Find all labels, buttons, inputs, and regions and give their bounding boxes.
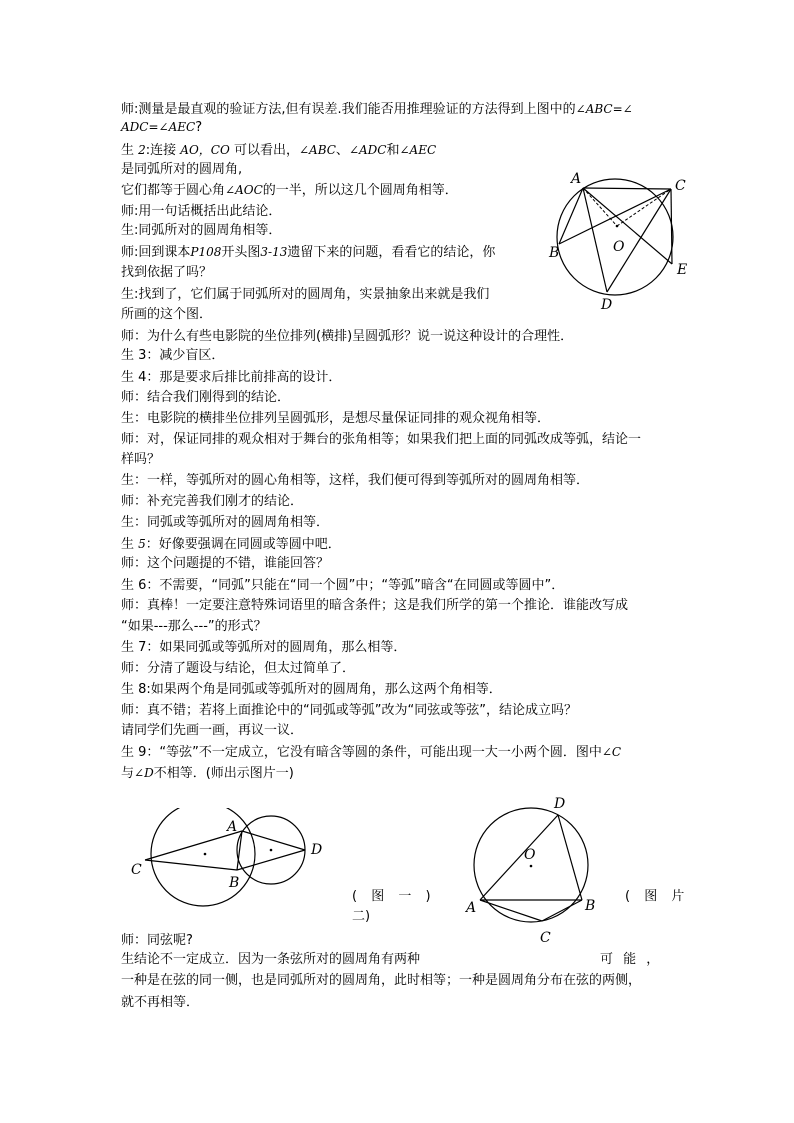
text-span: 师：结合我们刚得到的结论． bbox=[121, 390, 291, 405]
fig2-label-d: D bbox=[554, 796, 566, 812]
fig1-label-a: A bbox=[227, 819, 238, 835]
text-span: 生 8:如果两个角是同弧或等弧所对的圆周角，那么这两个角相等． bbox=[121, 682, 502, 697]
text-line-l5 bbox=[121, 181, 458, 200]
text-span: 就不再相等． bbox=[121, 995, 200, 1010]
text-line-l15 bbox=[121, 389, 290, 407]
text-span: “如果---那么---”的形式？ bbox=[121, 619, 267, 634]
fig-top-label-b: B bbox=[549, 245, 560, 261]
text-line-l3 bbox=[121, 141, 436, 160]
text-span: 生 3：减少盲区． bbox=[121, 348, 225, 363]
text-span: 生：一样，等弧所对的圆心角相等，这样，我们便可得到等弧所对的圆周角相等． bbox=[121, 473, 590, 488]
text-line-l18 bbox=[121, 451, 160, 469]
text-line-l34 bbox=[121, 932, 193, 950]
text-span: ∠ABC=∠ bbox=[575, 102, 633, 116]
text-line-l36 bbox=[121, 972, 641, 990]
text-line-l17 bbox=[121, 431, 641, 449]
fig1-label-c: C bbox=[131, 862, 142, 878]
text-span: 样吗？ bbox=[121, 452, 161, 467]
text-line-l32 bbox=[121, 743, 621, 762]
text-line-l4 bbox=[121, 161, 242, 179]
text-span: :连接 bbox=[145, 143, 181, 158]
text-span: 它们都等于圆心角 bbox=[121, 183, 226, 198]
text-line-l8 bbox=[121, 243, 495, 262]
text-span: 师：分清了题设与结论，但太过简单了． bbox=[121, 661, 356, 676]
text-line-l11 bbox=[121, 306, 212, 324]
text-span: 请同学们先画一画，再议一议． bbox=[121, 723, 304, 738]
text-line-l6 bbox=[121, 203, 281, 221]
fig2-label-o: O bbox=[524, 847, 536, 863]
text-line-l22 bbox=[121, 535, 341, 554]
text-span: 师：真不错；若将上面推论中的“同弧或等弧”改为“同弦或等弦”，结论成立吗？ bbox=[121, 703, 577, 718]
caption-figure-one: ( 图 一 ) bbox=[352, 889, 431, 904]
text-span: 师:测量是最直观的验证方法,但有误差.我们能否用推理验证的方法得到上图中的 bbox=[121, 102, 576, 117]
text-span: 不相等．(师出示图片一) bbox=[153, 766, 294, 781]
text-line-l25 bbox=[121, 597, 628, 615]
text-line-l9 bbox=[121, 264, 212, 282]
text-span: 师：为什么有些电影院的坐位排列(横排)呈圆弧形？说一说这种设计的合理性． bbox=[121, 329, 574, 344]
text-span: 2 bbox=[138, 143, 146, 157]
caption-figure-two-b: 二) bbox=[352, 909, 371, 924]
text-line-l13 bbox=[121, 347, 224, 365]
text-span: 生 bbox=[121, 143, 139, 158]
text-line-l7 bbox=[121, 222, 281, 240]
text-span: 一种是在弦的同一侧，也是同弧所对的圆周角，此时相等；一种是圆周角分布在弦的两侧， bbox=[121, 973, 642, 988]
fig-top-label-d: D bbox=[601, 297, 613, 312]
text-line-l33 bbox=[121, 764, 294, 783]
text-span: 与 bbox=[121, 766, 135, 781]
text-line-l31 bbox=[121, 722, 303, 740]
text-line-l35 bbox=[121, 951, 659, 969]
text-line-l24 bbox=[121, 577, 564, 595]
text-span: 是同弧所对的圆周角, bbox=[121, 162, 243, 177]
fig1-label-b: B bbox=[229, 875, 240, 891]
text-span: ? bbox=[195, 120, 203, 135]
text-span: 遗留下来的问题，看看它的结论，你 bbox=[287, 245, 496, 260]
text-line-l27 bbox=[121, 639, 406, 657]
text-span: 5 bbox=[138, 537, 146, 551]
fig-top-label-o: O bbox=[613, 239, 625, 255]
text-span: 师：补充完善我们刚才的结论． bbox=[121, 494, 304, 509]
text-span: 生:同弧所对的圆周角相等． bbox=[121, 223, 282, 238]
text-span: 生 bbox=[121, 537, 139, 552]
fig1-label-d: D bbox=[311, 842, 323, 858]
fig-top-label-c: C bbox=[675, 178, 686, 194]
text-span: 生:找到了，它们属于同弧所对的圆周角，实景抽象出来就是我们 bbox=[121, 287, 490, 302]
text-span: 找到依据了吗？ bbox=[121, 265, 213, 280]
text-line-l30 bbox=[121, 702, 577, 720]
text-span: 师:用一句话概括出此结论． bbox=[121, 204, 282, 219]
text-span: 生：电影院的横排坐位排列呈圆弧形，是想尽量保证同排的观众视角相等． bbox=[121, 411, 551, 426]
text-line-l29 bbox=[121, 681, 502, 699]
text-span: ∠D bbox=[134, 766, 154, 780]
text-span: ADC=∠AEC bbox=[121, 120, 196, 134]
fig-top-label-e: E bbox=[677, 262, 688, 278]
text-span: 师：真棒！一定要注意特殊词语里的暗含条件；这是我们所学的第一个推论．谁能改写成 bbox=[121, 598, 629, 613]
fig2-label-b: B bbox=[585, 898, 596, 914]
text-line-l1 bbox=[121, 100, 633, 119]
text-span: 生 4：那是要求后排比前排高的设计． bbox=[121, 370, 342, 385]
text-span: 生：同弧或等弧所对的圆周角相等． bbox=[121, 515, 330, 530]
text-span: 生 9：“等弦”不一定成立，它没有暗含等圆的条件，可能出现一大一小两个圆．图中 bbox=[121, 745, 602, 760]
figure-two-circle-triangle bbox=[458, 790, 608, 950]
text-span: 所画的这个图． bbox=[121, 307, 213, 322]
text-span: ∠ABC bbox=[298, 143, 336, 157]
caption-figure-two-a: ( 图 片 bbox=[625, 889, 685, 904]
text-span: ∠ADC bbox=[348, 143, 387, 157]
text-line-l21 bbox=[121, 514, 329, 532]
fig-top-label-a: A bbox=[571, 171, 582, 187]
text-span: ：好像要强调在同圆或等圆中吧． bbox=[145, 537, 341, 552]
text-span: 师：这个问题提的不错，谁能回答？ bbox=[121, 556, 330, 571]
text-span: 师：对，保证同排的观众相对于舞台的张角相等；如果我们把上面的同弧改成等弧，结论一 bbox=[121, 432, 642, 447]
text-span: 和 bbox=[386, 143, 400, 158]
text-span: 3-13 bbox=[260, 245, 288, 259]
figure-circle-inscribed-angles bbox=[545, 162, 695, 312]
text-span: P108 bbox=[190, 245, 222, 259]
text-line-l14 bbox=[121, 369, 341, 387]
text-span: 的一半，所以这几个圆周角相等． bbox=[262, 183, 458, 198]
text-span: 可以看出， bbox=[229, 143, 299, 158]
text-span: 可 能 ， bbox=[600, 952, 660, 967]
text-line-l26 bbox=[121, 618, 267, 636]
text-line-l23 bbox=[121, 555, 329, 573]
text-span: ∠C bbox=[601, 745, 622, 759]
text-span: ∠AOC bbox=[225, 183, 263, 197]
text-span: 师:回到课本 bbox=[121, 245, 191, 260]
text-span: ∠AEC bbox=[399, 143, 437, 157]
text-span: 、 bbox=[335, 143, 349, 158]
text-span: 生 7：如果同弧或等弧所对的圆周角，那么相等． bbox=[121, 640, 407, 655]
text-line-l2 bbox=[121, 118, 202, 137]
text-line-l16 bbox=[121, 410, 550, 428]
text-span: 生结论不一定成立．因为一条弦所对的圆周角有两种 bbox=[121, 952, 421, 967]
text-line-l12 bbox=[121, 328, 573, 346]
text-span: 开头图 bbox=[221, 245, 261, 260]
text-line-l28 bbox=[121, 660, 355, 678]
figure-one-two-circles bbox=[125, 808, 335, 908]
text-span: 生 6：不需要，“同弧”只能在“同一个圆”中；“等弧”暗含“在同圆或等圆中”． bbox=[121, 578, 565, 593]
text-line-l20 bbox=[121, 493, 303, 511]
text-span: 师：同弦呢? bbox=[121, 933, 193, 948]
fig2-label-a: A bbox=[466, 900, 477, 916]
text-line-l37 bbox=[121, 994, 199, 1012]
text-span: AO，CO bbox=[180, 143, 230, 157]
text-line-l10 bbox=[121, 286, 489, 304]
text-line-l19 bbox=[121, 472, 589, 490]
fig2-label-c: C bbox=[540, 930, 551, 946]
